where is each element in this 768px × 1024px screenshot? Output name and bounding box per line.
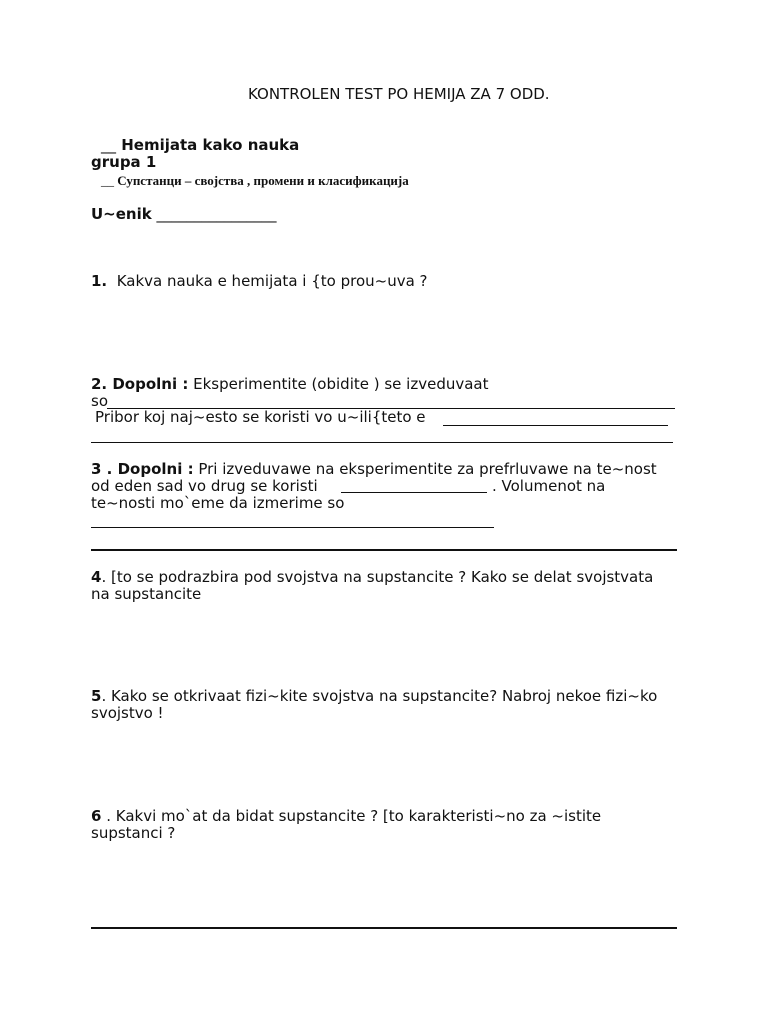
q2-number: 2. Dopolni :: [91, 375, 189, 393]
page-title: KONTROLEN TEST PO HEMIJA ZA 7 ODD.: [248, 85, 550, 103]
question-3: [91, 461, 657, 478]
q3-answer-line-2[interactable]: [91, 527, 494, 528]
q5-number: 5: [91, 687, 102, 705]
q1-number: 1.: [91, 272, 108, 290]
subtopic-blank: __: [101, 173, 114, 188]
group-label: grupa 1: [91, 153, 157, 171]
q2-text-3: Pribor koj naj~esto se koristi vo u~ili{teto e: [95, 408, 426, 426]
q5-text-1: . Kako se otkrivaat fizi~kite svojstva na supstancite? Nabroj nekoe fizi~ko: [101, 687, 658, 705]
q2-text-2: so: [91, 392, 108, 410]
student-name-blank[interactable]: ________________: [156, 205, 277, 223]
divider-rule-2: [91, 927, 677, 929]
q6-number: 6: [91, 807, 102, 825]
q4-text-2: na supstancite: [91, 585, 202, 603]
topic-label: Hemijata kako nauka: [116, 136, 300, 154]
topic-line: [101, 137, 299, 154]
q3-text-2: od eden sad vo drug se koristi: [91, 477, 318, 495]
q5-text-2: svojstvo !: [91, 704, 164, 722]
student-label: U~enik: [91, 205, 152, 223]
q4-text-1: . [to se podrazbira pod svojstva na supstancite ? Kako se delat svojstvata: [101, 568, 654, 586]
q2-text-1: Eksperimentite (obidite ) se izveduvaat: [188, 375, 489, 393]
q6-text-1: . Kakvi mo`at da bidat supstancite ? [to karakteristi~no za ~istite: [101, 807, 602, 825]
question-4: [91, 569, 653, 586]
q3-text-4: te~nosti mo`eme da izmerime so: [91, 494, 345, 512]
q1-text: Kakva nauka e hemijata i {to prou~uva ?: [116, 272, 428, 290]
q3-number: 3 . Dopolni :: [91, 460, 194, 478]
divider-rule-1: [91, 549, 677, 551]
q4-number: 4: [91, 568, 102, 586]
q2-answer-line-3[interactable]: [91, 442, 673, 443]
subtopic-line: [101, 173, 409, 188]
q3-text-3: . Volumenot na: [492, 477, 606, 495]
question-5: [91, 688, 657, 705]
question-1: [91, 273, 428, 290]
q2-answer-line-2[interactable]: [443, 425, 668, 426]
q3-answer-line-1[interactable]: [341, 492, 487, 493]
q3-text-1: Pri izveduvawe na eksperimentite za prefrluvawe na te~nost: [193, 460, 657, 478]
subtopic-label: Супстанци – својства , промени и класификација: [114, 173, 409, 188]
question-2: [91, 376, 488, 393]
question-6: [91, 808, 601, 825]
student-line: [91, 206, 277, 223]
topic-blank: __: [101, 136, 116, 154]
q6-text-2: supstanci ?: [91, 824, 176, 842]
